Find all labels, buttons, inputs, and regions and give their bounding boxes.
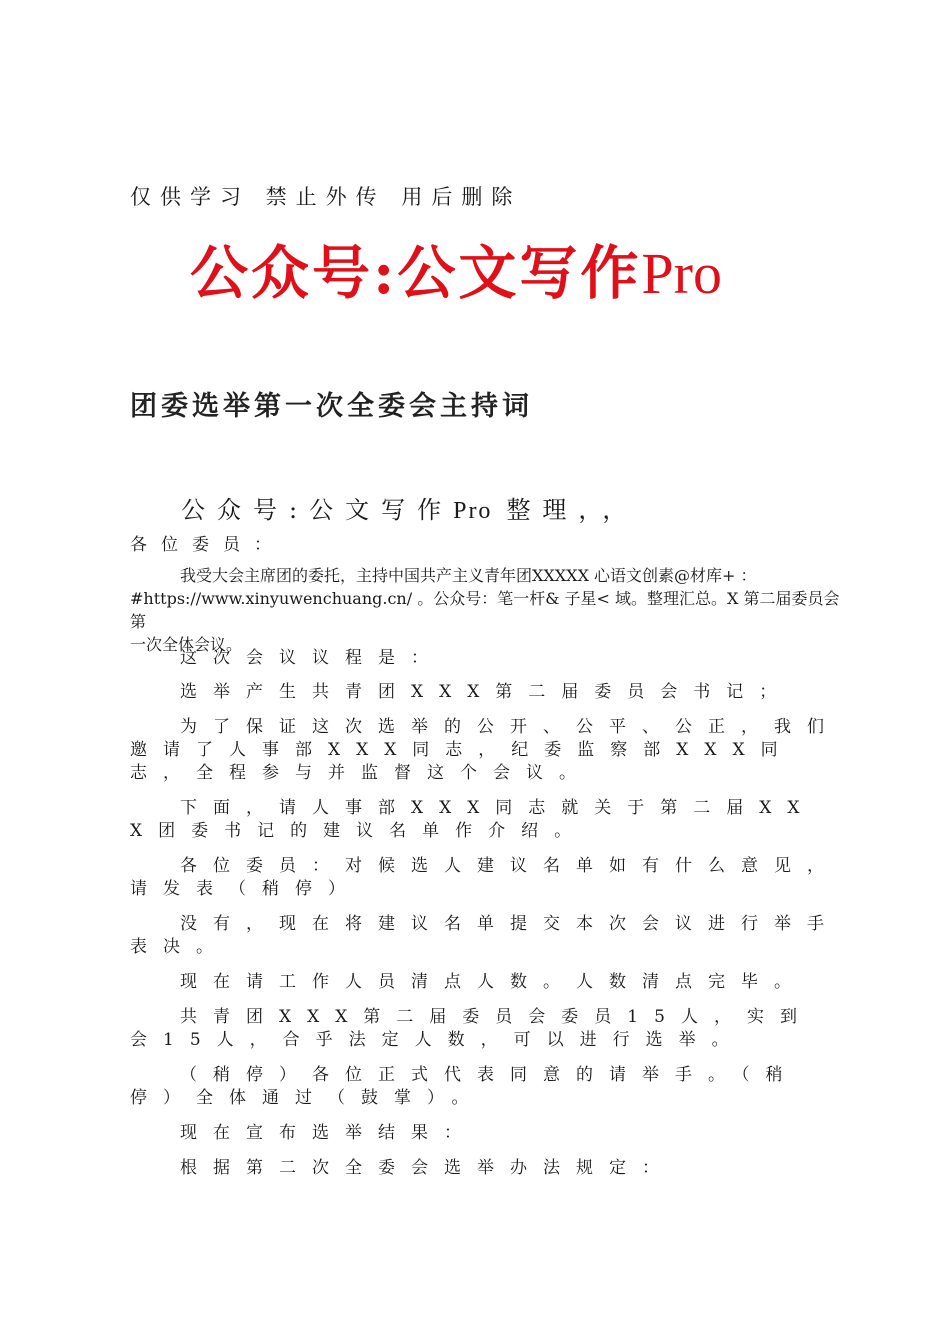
intro-paragraph [130, 564, 840, 656]
body-paragraph: 共青团XXX第二届委员会委员15人，实到会15人，合乎法定人数，可以进行选举。 [130, 1007, 813, 1050]
document-title: 团委选举第一次全委会主持词 [130, 391, 533, 422]
compiler-name: 公众号:公文写作 [181, 496, 454, 524]
body-paragraph: 各位委员：对候选人建议名单如有什么意见，请发表（稍停） [130, 856, 840, 899]
promo-banner [190, 226, 722, 310]
body-paragraph: 现在请工作人员清点人数。人数清点完毕。 [180, 972, 807, 992]
body-paragraph: 为了保证这次选举的公开、公平、公正，我们邀请了人事部XXX同志，纪委监察部XXX同志，全程参与并监督这个会议。 [130, 717, 840, 783]
body-paragraph: 下面，请人事部XXX同志就关于第二届XXX团委书记的建议名单作介绍。 [130, 798, 816, 841]
intro-line: 一次全体会议。 [130, 635, 243, 654]
body-paragraph: 现在宣布选举结果： [180, 1123, 477, 1143]
compiler-suffix: 整理，， [506, 496, 639, 524]
body-paragraph: 选举产生共青团XXX第二届委员会书记； [180, 682, 793, 702]
usage-notice: 仅供学习 禁止外传 用后删除 [130, 185, 522, 209]
salutation: 各位委员： [130, 535, 285, 555]
banner-latin: Pro [641, 241, 722, 306]
compiler-line [181, 490, 638, 525]
body-paragraph: 没有，现在将建议名单提交本次会议进行举手表决。 [130, 914, 840, 957]
body-paragraph: 根据第二次全委会选举办法规定： [180, 1158, 675, 1178]
intro-line: #https://www.xinyuwenchuang.cn/ 。公众号：笔一杆& 子星< 域。整理汇总。X 第二届委员会第 [130, 589, 840, 631]
body-paragraph: （稍停）各位正式代表同意的请举手。（稍停）全体通过（鼓掌）。 [130, 1065, 799, 1108]
banner-chinese: 公众号:公文写作 [190, 239, 642, 307]
body-paragraph: 这次会议议程是： [180, 648, 444, 668]
compiler-latin: Pro [453, 498, 493, 524]
intro-line: 我受大会主席团的委托，主持中国共产主义青年团XXXXX 心语文创素@材库+ ： [180, 566, 757, 585]
